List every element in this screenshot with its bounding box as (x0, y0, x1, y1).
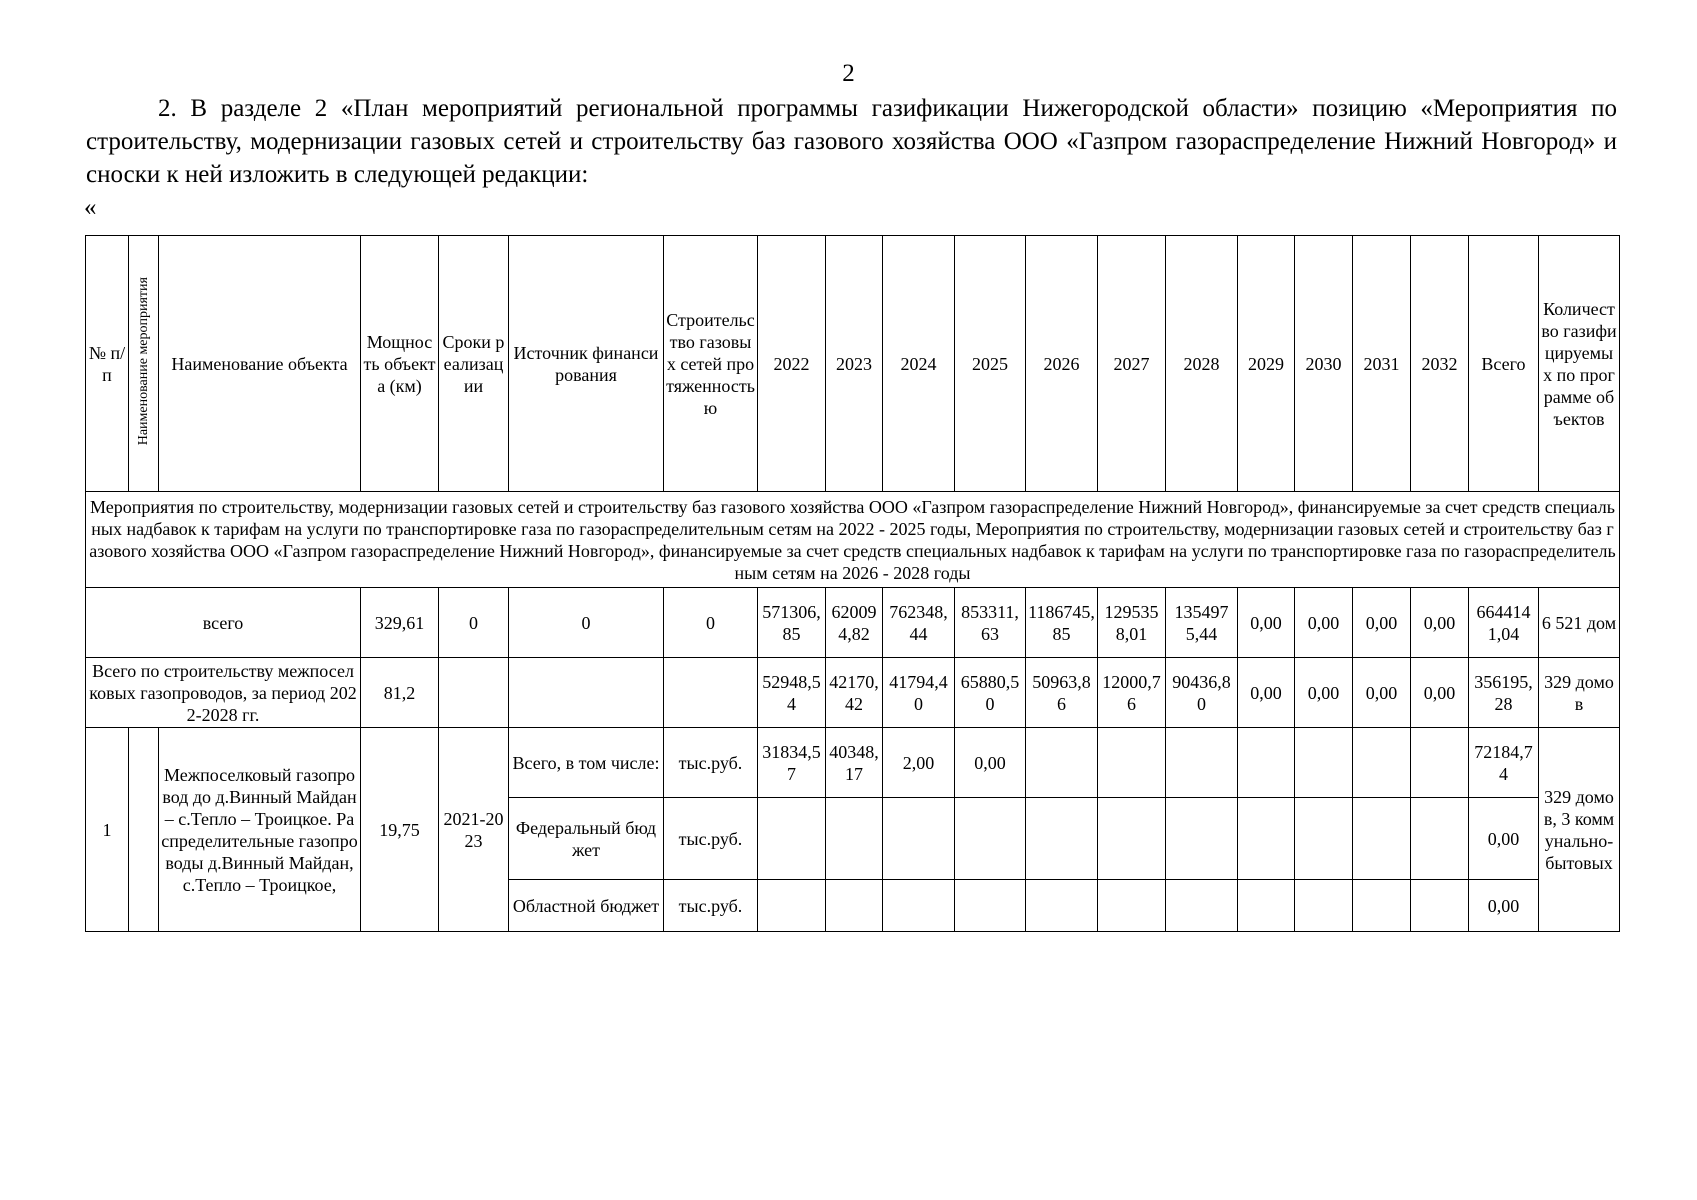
total-2032: 0,00 (1411, 588, 1469, 658)
total-2026: 1186745,85 (1026, 588, 1098, 658)
item1-total-all: 72184,74 (1469, 728, 1539, 798)
header-event-name-text: Наименование мероприятия (135, 276, 151, 446)
total-2022: 571306,85 (758, 588, 826, 658)
intro-text (86, 92, 1617, 191)
header-2032: 2032 (1411, 236, 1469, 492)
header-row (86, 236, 1620, 492)
header-2028: 2028 (1166, 236, 1238, 492)
header-total: Всего (1469, 236, 1539, 492)
header-source: Источник финансирования (509, 236, 664, 492)
item1-capacity: 19,75 (361, 728, 439, 932)
item1-regional-2026 (1026, 880, 1098, 932)
item1-2025: 0,00 (955, 728, 1026, 798)
header-2029: 2029 (1238, 236, 1295, 492)
plan-table (85, 235, 1620, 932)
total-length: 0 (664, 588, 758, 658)
item1-unit-regional: тыс.руб. (664, 880, 758, 932)
item1-num: 1 (86, 728, 129, 932)
header-2024: 2024 (883, 236, 955, 492)
item1-2029 (1238, 728, 1295, 798)
header-length: Строительство газовых сетей протяженностью (664, 236, 758, 492)
item1-federal-2028 (1166, 798, 1238, 880)
total-row (86, 588, 1620, 658)
header-2022: 2022 (758, 236, 826, 492)
total-2025: 853311,63 (955, 588, 1026, 658)
section-row (86, 492, 1620, 588)
item1-2026 (1026, 728, 1098, 798)
item1-event (129, 728, 159, 932)
total-all: 6644141,04 (1469, 588, 1539, 658)
item1-federal-total: 0,00 (1469, 798, 1539, 880)
header-terms: Сроки реализации (439, 236, 509, 492)
item1-row-all (86, 728, 1620, 798)
item1-regional-2032 (1411, 880, 1469, 932)
header-2026: 2026 (1026, 236, 1098, 492)
header-2023: 2023 (826, 236, 883, 492)
item1-2030 (1295, 728, 1353, 798)
item1-federal-2031 (1353, 798, 1411, 880)
item1-regional-2030 (1295, 880, 1353, 932)
total-2028: 1354975,44 (1166, 588, 1238, 658)
item1-unit-federal: тыс.руб. (664, 798, 758, 880)
item1-source-all: Всего, в том числе: (509, 728, 664, 798)
header-object-name: Наименование объекта (159, 236, 361, 492)
inter-2028: 90436,80 (1166, 658, 1238, 728)
item1-count: 329 домов, 3 коммунально-бытовых (1539, 728, 1620, 932)
page-number: 2 (842, 60, 855, 87)
item1-source-regional: Областной бюджет (509, 880, 664, 932)
item1-2032 (1411, 728, 1469, 798)
total-2030: 0,00 (1295, 588, 1353, 658)
inter-length (664, 658, 758, 728)
inter-2027: 12000,76 (1098, 658, 1166, 728)
inter-2022: 52948,54 (758, 658, 826, 728)
inter-total: 356195,28 (1469, 658, 1539, 728)
inter-2030: 0,00 (1295, 658, 1353, 728)
item1-2028 (1166, 728, 1238, 798)
item1-federal-2027 (1098, 798, 1166, 880)
item1-2023: 40348,17 (826, 728, 883, 798)
item1-2031 (1353, 728, 1411, 798)
item1-federal-2030 (1295, 798, 1353, 880)
total-2023: 620094,82 (826, 588, 883, 658)
header-count: Количество газифицируемых по программе объектов (1539, 236, 1620, 492)
total-terms: 0 (439, 588, 509, 658)
item1-2022: 31834,57 (758, 728, 826, 798)
item1-federal-2026 (1026, 798, 1098, 880)
total-2027: 1295358,01 (1098, 588, 1166, 658)
header-2027: 2027 (1098, 236, 1166, 492)
item1-regional-2025 (955, 880, 1026, 932)
inter-2032: 0,00 (1411, 658, 1469, 728)
inter-2025: 65880,50 (955, 658, 1026, 728)
item1-regional-2024 (883, 880, 955, 932)
item1-federal-2032 (1411, 798, 1469, 880)
item1-federal-2022 (758, 798, 826, 880)
inter-terms (439, 658, 509, 728)
header-event-name (129, 236, 159, 492)
inter-capacity: 81,2 (361, 658, 439, 728)
inter-2024: 41794,40 (883, 658, 955, 728)
total-2024: 762348,44 (883, 588, 955, 658)
header-2030: 2030 (1295, 236, 1353, 492)
item1-regional-2022 (758, 880, 826, 932)
item1-federal-2024 (883, 798, 955, 880)
total-capacity: 329,61 (361, 588, 439, 658)
item1-2024: 2,00 (883, 728, 955, 798)
inter-row (86, 658, 1620, 728)
item1-2027 (1098, 728, 1166, 798)
header-capacity: Мощность объекта (км) (361, 236, 439, 492)
item1-regional-2027 (1098, 880, 1166, 932)
item1-regional-total: 0,00 (1469, 880, 1539, 932)
item1-federal-2023 (826, 798, 883, 880)
item1-federal-2025 (955, 798, 1026, 880)
total-source: 0 (509, 588, 664, 658)
item1-regional-2029 (1238, 880, 1295, 932)
intro-paragraph: 2. В разделе 2 «План мероприятий региональной программы газификации Нижегородской области» позицию «Мероприятия по строительству, модернизации газовых сетей и строительству баз газового хозяйства ООО «Газпром газораспределение Нижний Новгород» и сноски к ней изложить в следующей редакции: (86, 95, 1617, 188)
inter-source (509, 658, 664, 728)
item1-unit-all: тыс.руб. (664, 728, 758, 798)
inter-label: Всего по строительству межпоселковых газопроводов, за период 2022-2028 гг. (86, 658, 361, 728)
item1-regional-2031 (1353, 880, 1411, 932)
section-title: Мероприятия по строительству, модернизации газовых сетей и строительству баз газового хозяйства ООО «Газпром газораспределение Нижний Новгород», финансируемые за счет средств специальных надбавок к тарифам на услуги по транспортировке газа по газораспределительным сетям на 2022 - 2025 годы, Мероприятия по строительству, модернизации газовых сетей и строительству баз газового хозяйства ООО «Газпром газораспределение Нижний Новгород», финансируемые за счет средств специальных надбавок к тарифам на услуги по транспортировке газа по газораспределительным сетям на 2026 - 2028 годы (86, 492, 1620, 588)
item1-federal-2029 (1238, 798, 1295, 880)
inter-2023: 42170,42 (826, 658, 883, 728)
item1-source-federal: Федеральный бюджет (509, 798, 664, 880)
inter-2029: 0,00 (1238, 658, 1295, 728)
total-label: всего (86, 588, 361, 658)
item1-terms: 2021-2023 (439, 728, 509, 932)
total-count: 6 521 дом (1539, 588, 1620, 658)
inter-2031: 0,00 (1353, 658, 1411, 728)
header-num: № п/п (86, 236, 129, 492)
header-2031: 2031 (1353, 236, 1411, 492)
item1-regional-2028 (1166, 880, 1238, 932)
total-2029: 0,00 (1238, 588, 1295, 658)
item1-regional-2023 (826, 880, 883, 932)
inter-2026: 50963,86 (1026, 658, 1098, 728)
header-2025: 2025 (955, 236, 1026, 492)
total-2031: 0,00 (1353, 588, 1411, 658)
inter-count: 329 домов (1539, 658, 1620, 728)
open-quote: « (84, 194, 97, 221)
item1-object: Межпоселковый газопровод до д.Винный Майдан – с.Тепло – Троицкое. Распределительные газопроводы д.Винный Майдан, с.Тепло – Троицкое, (159, 728, 361, 932)
